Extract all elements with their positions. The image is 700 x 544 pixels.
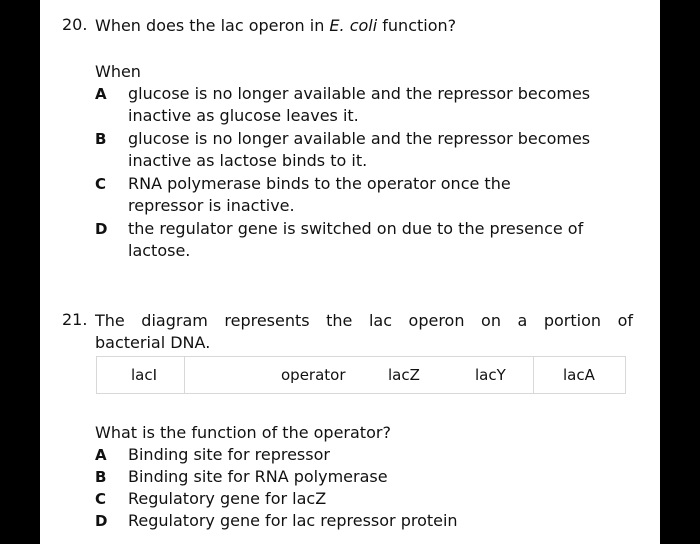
question-lead: When	[95, 62, 141, 81]
segment-divider	[184, 357, 185, 393]
question-text	[95, 15, 635, 37]
option-line: repressor is inactive.	[128, 196, 295, 215]
option-text: Regulatory gene for lac repressor protein	[128, 511, 458, 530]
option-text: Binding site for RNA polymerase	[128, 467, 388, 486]
segment-divider	[533, 357, 534, 393]
option-letter: D	[95, 220, 108, 238]
option-text	[128, 128, 628, 172]
option-letter: C	[95, 490, 107, 508]
option-letter: A	[95, 85, 107, 103]
question-page	[40, 0, 660, 544]
stem-line: bacterial DNA.	[95, 333, 211, 352]
option-text: Binding site for repressor	[128, 445, 330, 464]
dna-diagram	[96, 356, 626, 394]
species-name: E. coli	[329, 16, 378, 35]
option-letter: A	[95, 446, 107, 464]
question-text-part: function?	[377, 16, 457, 35]
option-line: inactive as glucose leaves it.	[128, 106, 359, 125]
question-stem	[95, 310, 635, 354]
option-text	[128, 173, 628, 217]
option-line: inactive as lactose binds to it.	[128, 151, 368, 170]
option-line: the regulator gene is switched on due to the presence of	[128, 219, 584, 238]
option-line: glucose is no longer available and the repressor becomes	[128, 129, 591, 148]
gene-laca: lacA	[563, 366, 595, 384]
gene-operator: operator	[281, 366, 346, 384]
option-text	[128, 218, 628, 262]
gene-lacy: lacY	[475, 366, 506, 384]
question-number: 20.	[62, 15, 88, 34]
option-letter: C	[95, 175, 107, 193]
option-text	[128, 83, 628, 127]
option-letter: D	[95, 512, 108, 530]
question-number: 21.	[62, 310, 88, 329]
option-letter: B	[95, 130, 107, 148]
gene-lacz: lacZ	[388, 366, 420, 384]
question-text-part: When does the lac operon in	[95, 16, 330, 35]
question-text: What is the function of the operator?	[95, 423, 391, 442]
stem-line: The diagram represents the lac operon on a portion of	[95, 311, 633, 330]
option-line: glucose is no longer available and the repressor becomes	[128, 84, 591, 103]
option-line: RNA polymerase binds to the operator once the	[128, 174, 511, 193]
gene-laci: lacI	[131, 366, 158, 384]
option-letter: B	[95, 468, 107, 486]
option-line: lactose.	[128, 241, 191, 260]
option-text: Regulatory gene for lacZ	[128, 489, 327, 508]
